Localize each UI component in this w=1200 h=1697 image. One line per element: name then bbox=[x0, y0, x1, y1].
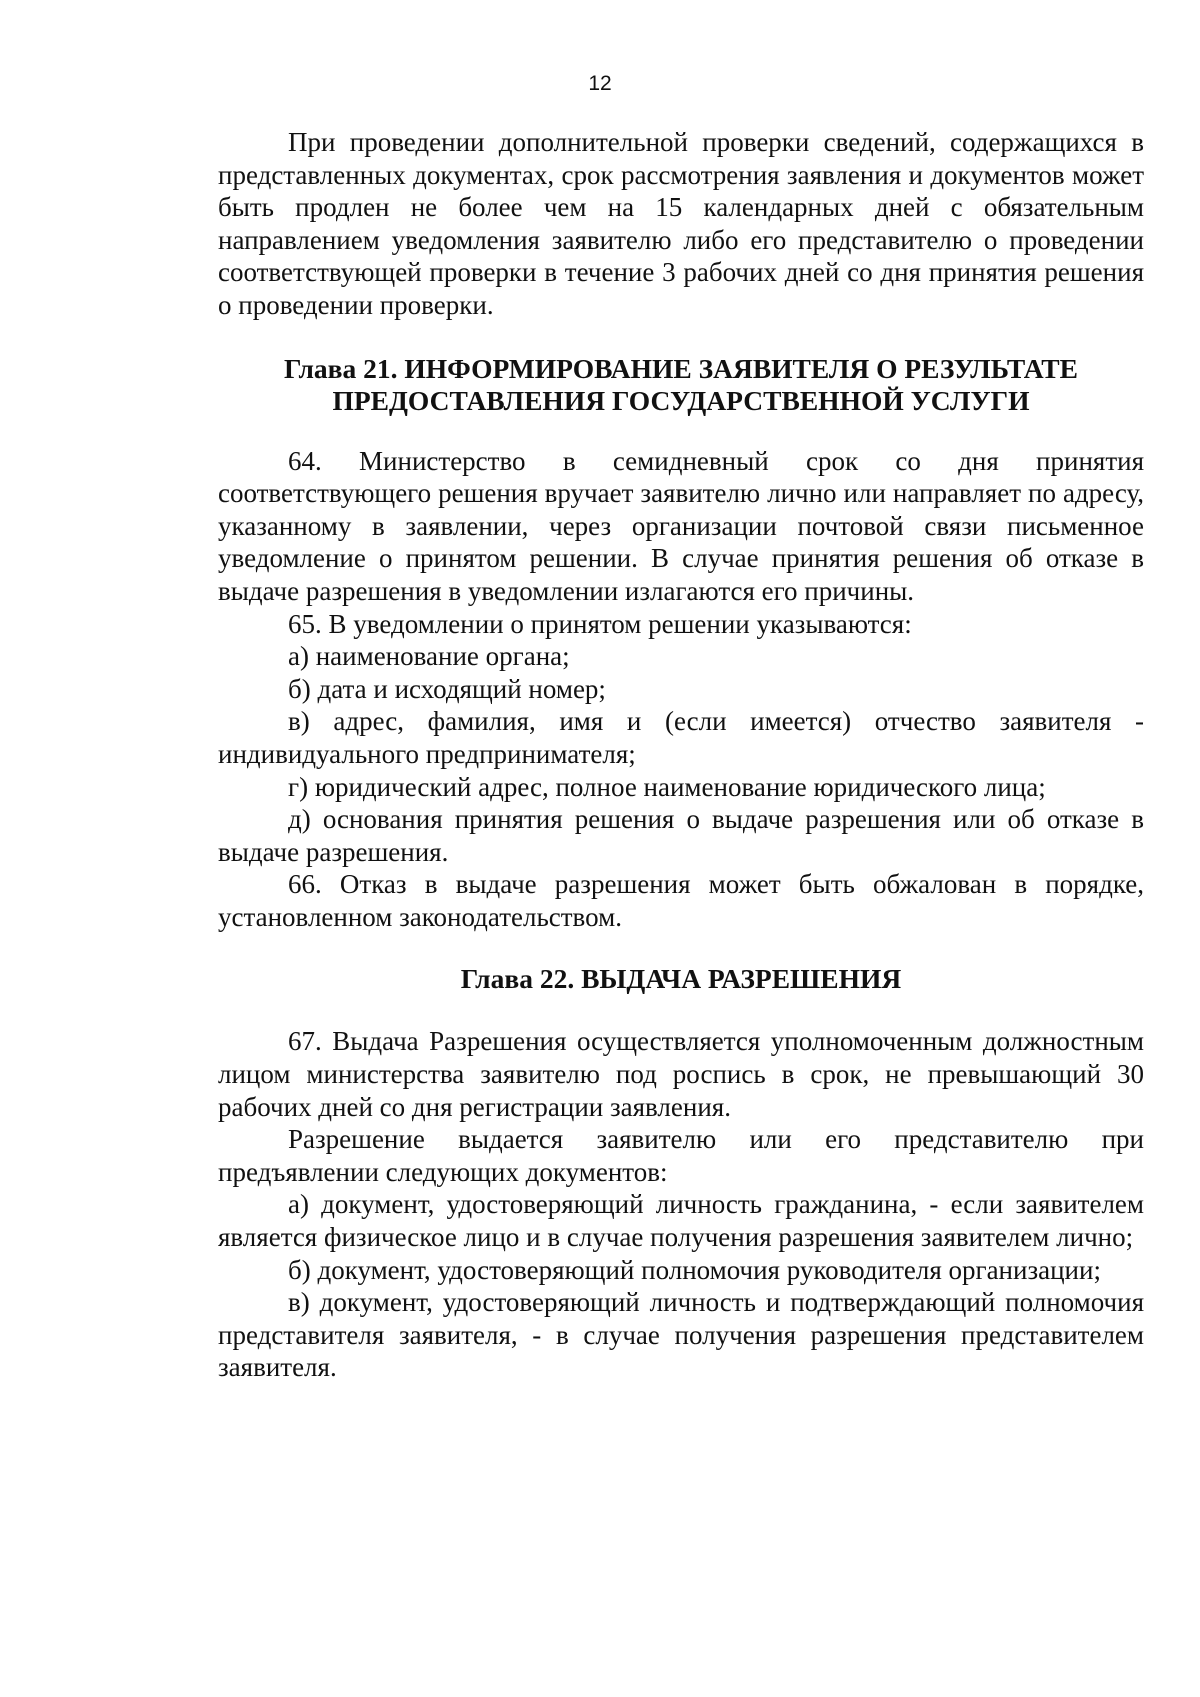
chapter-21-title-line-2: ПРЕДОСТАВЛЕНИЯ ГОСУДАРСТВЕННОЙ УСЛУГИ bbox=[332, 384, 1030, 416]
paragraph-67: 67. Выдача Разрешения осуществляется уполномоченным должностным лицом министерства заявителю под роспись в срок, не превышающий 30 рабочих дней со дня регистрации заявления. bbox=[218, 1026, 1144, 1122]
list-item-67a: а) документ, удостоверяющий личность гражданина, - если заявителем является физическое лицо и в случае получения разрешения заявителем лично; bbox=[218, 1189, 1144, 1253]
list-item-65g: г) юридический адрес, полное наименование юридического лица; bbox=[288, 771, 1046, 802]
chapter-21-heading bbox=[218, 353, 1144, 417]
paragraph-issuance-documents: Разрешение выдается заявителю или его представителю при предъявлении следующих документов: bbox=[218, 1124, 1144, 1187]
chapter-22-heading bbox=[218, 963, 1144, 995]
list-item-65v: в) адрес, фамилия, имя и (если имеется) отчество заявителя - индивидуального предпринимателя; bbox=[218, 706, 1144, 769]
paragraph-66: 66. Отказ в выдаче разрешения может быть обжалован в порядке, установленном законодательством. bbox=[218, 869, 1144, 932]
list-item-65d: д) основания принятия решения о выдаче разрешения или об отказе в выдаче разрешения. bbox=[218, 804, 1144, 867]
list-item-67b: б) документ, удостоверяющий полномочия руководителя организации; bbox=[288, 1254, 1101, 1285]
list-item-65b: б) дата и исходящий номер; bbox=[288, 673, 606, 704]
paragraph-verification-extension: При проведении дополнительной проверки сведений, содержащихся в представленных документах, срок рассмотрения заявления и документов может быть продлен не более чем на 15 календарных дней с обязательным направлением уведомления заявителю либо его представителю о проведении соответствующей проверки в течение 3 рабочих дней со дня принятия решения о проведении проверки. bbox=[218, 127, 1144, 320]
paragraph-64: 64. Министерство в семидневный срок со дня принятия соответствующего решения вручает заявителю лично или направляет по адресу, указанному в заявлении, через организации почтовой связи письменное уведомление о принятом решении. В случае принятия решения об отказе в выдаче разрешения в уведомлении излагаются его причины. bbox=[218, 445, 1144, 606]
chapter-22-title: Глава 22. ВЫДАЧА РАЗРЕШЕНИЯ bbox=[460, 963, 902, 995]
list-item-67v: в) документ, удостоверяющий личность и подтверждающий полномочия представителя заявителя, - в случае получения разрешения представителем заявителя. bbox=[218, 1287, 1144, 1383]
chapter-21-title-line-1: Глава 21. ИНФОРМИРОВАНИЕ ЗАЯВИТЕЛЯ О РЕЗУЛЬТАТЕ bbox=[284, 352, 1078, 384]
document-body bbox=[218, 126, 1144, 1384]
list-item-65a: а) наименование органа; bbox=[288, 641, 570, 672]
page-number: 12 bbox=[588, 72, 612, 95]
paragraph-65: 65. В уведомлении о принятом решении указываются: bbox=[288, 608, 912, 639]
